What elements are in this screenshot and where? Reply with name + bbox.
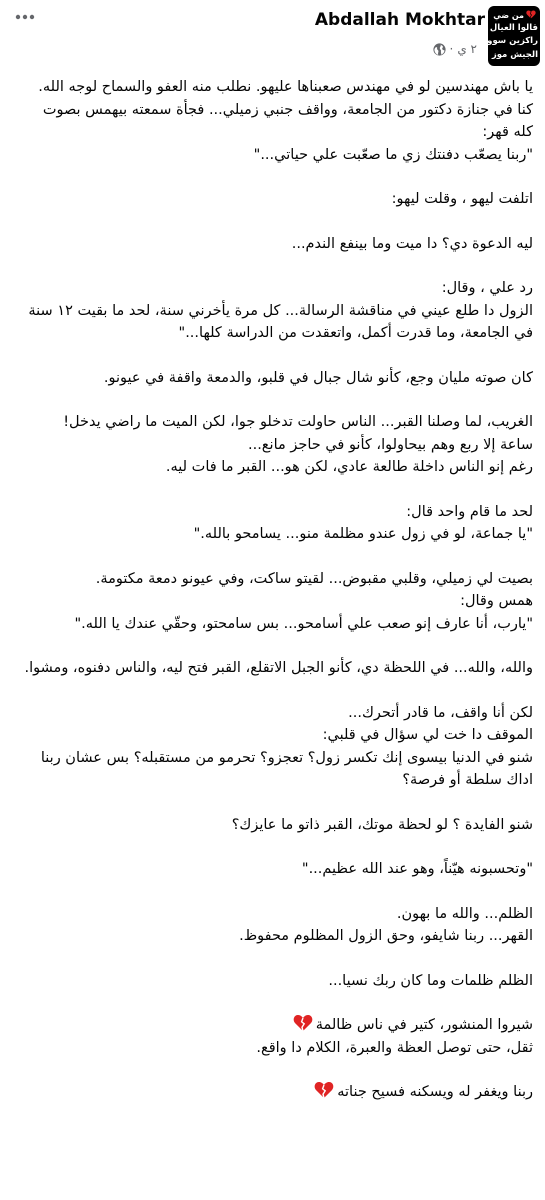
- text-line: شنو في الدنيا بيسوى إنك تكسر زول؟ تعجزو؟ تحرمو من مستقبله؟ بس عشان ربنا: [40, 749, 533, 766]
- text-line: رغم إنو الناس داخلة طالعة عادي، لكن هو... القبر ما فات ليه.: [165, 459, 533, 475]
- paragraph: [12, 501, 533, 546]
- text-line: رد علي ، وقال:: [441, 280, 533, 296]
- text-line: "يارب، أنا عارف إنو صعب علي أسامحو... بس سامحتو، وحقّي عندك يا الله.": [74, 615, 533, 632]
- text-line: "وتحسبونه هيّناً، وهو عند الله عظيم...": [301, 861, 533, 877]
- text-line: الموقف دا خت لي سؤال في قلبي:: [322, 727, 533, 743]
- avatar[interactable]: [484, 6, 540, 66]
- paragraph: [12, 970, 533, 993]
- globe-icon[interactable]: [433, 43, 446, 56]
- more-dots-icon: [15, 14, 35, 20]
- paragraph: [12, 233, 533, 256]
- text-line: الزول دا طلع عيني في مناقشة الرسالة... كل مرة يأخرني سنة، لحد ما بقيت ١٢ سنة: [28, 302, 533, 319]
- meta-separator: ·: [449, 42, 454, 56]
- text-line: همس وقال:: [460, 593, 533, 609]
- broken-heart-icon: [293, 1014, 313, 1032]
- post-meta: [433, 42, 478, 56]
- text-line: يا باش مهندسين لو في مهندس صعبناها عليهو. نطلب منه العفو والسماح لوجه الله.: [38, 79, 533, 95]
- text-line: [12, 1014, 533, 1037]
- paragraph: [12, 814, 533, 837]
- text-line: شنو الفايدة ؟ لو لحظة موتك، القبر ذاتو ما عايزك؟: [231, 816, 533, 833]
- text-line: اتلفت ليهو ، وقلت ليهو:: [391, 191, 533, 207]
- paragraph: [12, 76, 533, 166]
- text-line: والله، والله... في اللحظة دي، كأنو الجبل الاتقلع، القبر فتح ليه، والناس دفنوه، ومشوا.: [24, 660, 533, 676]
- paragraph: [12, 1014, 533, 1059]
- text-line: في الجامعة، وما قدرت أكمل، واتعقدت من الدراسة كلها...": [178, 325, 533, 341]
- text-segment: ربنا ويغفر له ويسكنه فسيح جناته: [337, 1084, 533, 1100]
- paragraph: [12, 367, 533, 390]
- post-time[interactable]: ٢ ي: [457, 42, 477, 56]
- broken-heart-icon: [526, 10, 536, 19]
- text-line: بصيت لي زميلي، وقلبي مقبوض... لقيتو ساكت، وفي عيونو دمعة مكتومة.: [95, 570, 533, 587]
- avatar-line: قالوا العيال: [489, 23, 538, 33]
- text-line: "ربنا يصعّب دفنتك زي ما صعّبت علي حياتي...": [253, 146, 533, 163]
- text-line: ساعة إلا ربع وهم بيحاولوا، كأنو في حاجز مانع...: [247, 436, 533, 453]
- text-line: الظلم... والله ما بهون.: [396, 905, 533, 922]
- post-header: [0, 0, 545, 74]
- text-line: كنا في جنازة دكتور من الجامعة، وواقف جنبي زميلي... فجأة سمعته بيهمس بصوت: [42, 101, 533, 118]
- text-line: كله قهر:: [482, 124, 533, 140]
- broken-heart-icon: [314, 1081, 334, 1099]
- paragraph: [12, 568, 533, 636]
- paragraph: [12, 188, 533, 211]
- paragraph: [12, 277, 533, 345]
- text-line: "يا جماعة، لو في زول عندو مظلمة منو... يسامحو بالله.": [193, 526, 533, 542]
- author-name[interactable]: Abdallah Mokhtar: [314, 10, 485, 30]
- post-text: [12, 76, 533, 1126]
- paragraph: [12, 1081, 533, 1104]
- text-line: لكن أنا واقف، ما قادر أتحرك...: [348, 704, 533, 721]
- paragraph: [12, 411, 533, 479]
- avatar-line: من ضي: [493, 11, 524, 20]
- text-line: كان صوته مليان وجع، كأنو شال جبال في قلبو، والدمعة واقفة في عيونو.: [103, 369, 533, 386]
- text-line: الغريب، لما وصلنا القبر... الناس حاولت تدخلو جوا، لكن الميت ما راضي يدخل!: [63, 414, 533, 430]
- avatar-line: الجيش موز: [491, 50, 538, 60]
- text-line: [12, 1081, 533, 1104]
- text-line: اداك سلطة أو فرصة؟: [402, 772, 533, 788]
- text-line: ليه الدعوة دي؟ دا ميت وما بينفع الندم...: [291, 235, 533, 252]
- text-line: القهر... ربنا شايفو، وحق الزول المظلوم محفوظ.: [239, 928, 533, 944]
- paragraph: [12, 702, 533, 792]
- paragraph: [12, 657, 533, 680]
- paragraph: [12, 858, 533, 881]
- paragraph: [12, 903, 533, 948]
- text-line: لحد ما قام واحد قال:: [406, 503, 533, 520]
- avatar-line: راكزين سووا: [484, 36, 538, 46]
- text-line: ثقل، حتى توصل العظة والعبرة، الكلام دا واقع.: [256, 1039, 533, 1056]
- text-segment: شيروا المنشور، كتير في ناس ظالمة: [315, 1017, 533, 1033]
- text-line: الظلم ظلمات وما كان ربك نسيا...: [328, 972, 533, 989]
- more-options-button[interactable]: [12, 4, 38, 30]
